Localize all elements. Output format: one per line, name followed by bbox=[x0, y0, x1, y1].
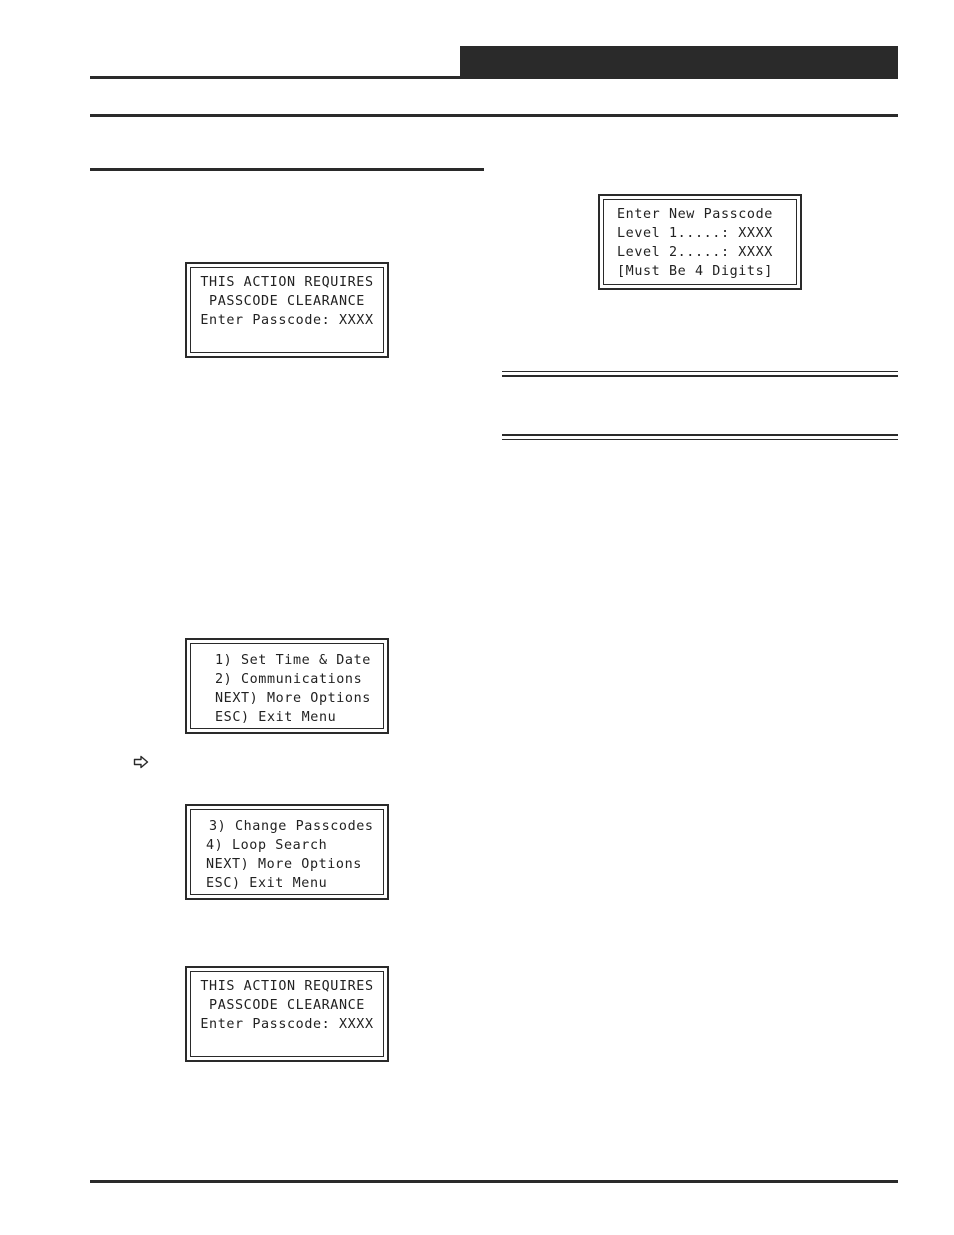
lcd-passcode-prompt-1 bbox=[185, 262, 389, 358]
footer-rule bbox=[90, 1180, 898, 1183]
lcd-line: 2) Communications bbox=[215, 672, 363, 687]
section-rule bbox=[90, 114, 898, 117]
lcd-line: PASSCODE CLEARANCE bbox=[209, 294, 365, 309]
right-arrow-outline-icon bbox=[133, 754, 149, 770]
note-top-rule bbox=[502, 371, 898, 372]
lcd-line: Level 1.....: XXXX bbox=[617, 226, 773, 241]
lcd-line: NEXT) More Options bbox=[206, 857, 362, 872]
left-column-rule bbox=[90, 168, 484, 171]
lcd-line: [Must Be 4 Digits] bbox=[617, 264, 773, 279]
lcd-line: 1) Set Time & Date bbox=[215, 653, 371, 668]
lcd-line: NEXT) More Options bbox=[215, 691, 371, 706]
lcd-line: THIS ACTION REQUIRES bbox=[200, 275, 374, 290]
lcd-line: PASSCODE CLEARANCE bbox=[209, 998, 365, 1013]
note-bottom-rule bbox=[502, 434, 898, 436]
lcd-line: 4) Loop Search bbox=[206, 838, 328, 853]
header-band bbox=[460, 46, 898, 79]
lcd-line: Enter New Passcode bbox=[617, 207, 773, 222]
lcd-line: 3) Change Passcodes bbox=[209, 819, 374, 834]
lcd-line: ESC) Exit Menu bbox=[206, 876, 328, 891]
lcd-passcode-prompt-2 bbox=[185, 966, 389, 1062]
lcd-menu-page-1 bbox=[185, 638, 389, 734]
note-top-rule bbox=[502, 375, 898, 377]
lcd-menu-page-2 bbox=[185, 804, 389, 900]
lcd-line: THIS ACTION REQUIRES bbox=[200, 979, 374, 994]
header-rule bbox=[90, 76, 460, 79]
lcd-new-passcode bbox=[598, 194, 802, 290]
note-bottom-rule bbox=[502, 439, 898, 440]
lcd-line: Level 2.....: XXXX bbox=[617, 245, 773, 260]
lcd-line: Enter Passcode: XXXX bbox=[200, 1017, 374, 1032]
lcd-line: Enter Passcode: XXXX bbox=[200, 313, 374, 328]
lcd-line: ESC) Exit Menu bbox=[215, 710, 337, 725]
